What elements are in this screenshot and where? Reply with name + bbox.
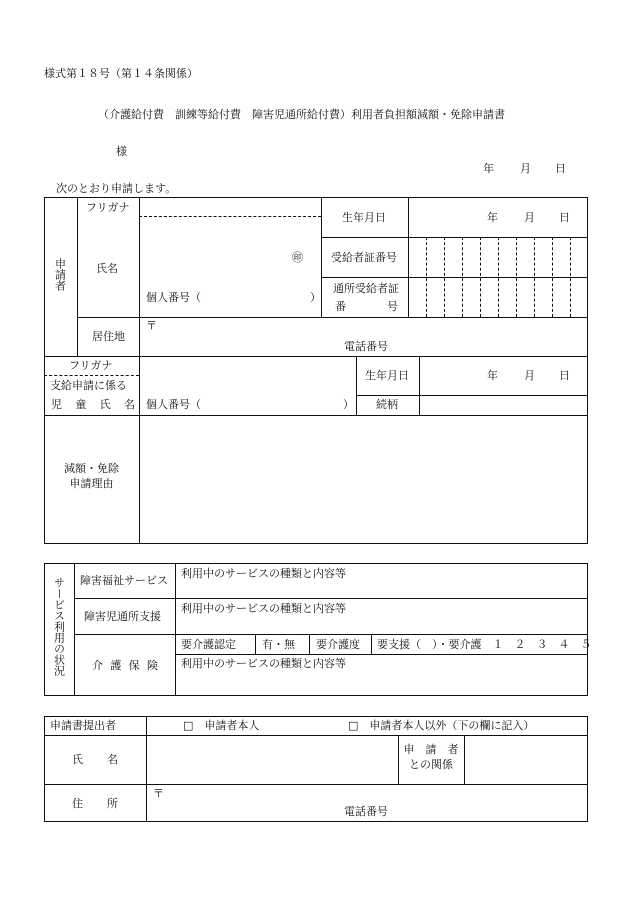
child-individual-number-close: ） (343, 398, 354, 411)
applicant-birth-day: 日 (559, 211, 570, 224)
application-date-month: 月 (520, 162, 531, 175)
applicant-phone-label: 電話番号 (344, 340, 388, 353)
child-name-label: 児 童 氏 名 (51, 398, 135, 411)
submitter-label: 申請書提出者 (50, 719, 116, 732)
care-content-label: 利用中のサービスの種類と内容等 (181, 657, 346, 670)
submitter-option-self[interactable]: □ 申請者本人 (183, 719, 260, 732)
applicant-birth-label: 生年月日 (342, 211, 386, 224)
child-birth-label: 生年月日 (365, 369, 409, 382)
submitter-address-label: 住 所 (72, 797, 118, 810)
applicant-individual-number-close: ） (310, 291, 321, 304)
form-number: 様式第１８号（第１４条関係） (44, 67, 198, 80)
welfare-service-label: 障害福祉サービス (80, 574, 168, 587)
seal-mark: ㊞ (292, 251, 303, 264)
child-label-line1: 支給申請に係る (50, 379, 127, 392)
applicant-birth-year: 年 (487, 211, 498, 224)
child-individual-number-label: 個人番号（ (146, 398, 201, 411)
applicant-individual-number-label: 個人番号（ (146, 291, 201, 304)
commute-cert-label-go: 号 (387, 300, 398, 313)
welfare-service-content-label: 利用中のサービスの種類と内容等 (181, 567, 346, 580)
care-cert-value: 有・無 (262, 638, 295, 651)
care-cert-label: 要介護認定 (181, 638, 236, 651)
applicant-section-label: 申請者 (53, 258, 67, 291)
applicant-birth-month: 月 (524, 211, 535, 224)
child-support-content-label: 利用中のサービスの種類と内容等 (181, 602, 346, 615)
care-level-value: 要支援（ ）・要介護 １ ２ ３ ４ ５ (377, 638, 592, 651)
applicant-furigana-label: フリガナ (86, 201, 130, 214)
form-title: （介護給付費 訓練等給付費 障害児通所給付費）利用者負担額減額・免除申請書 (98, 108, 505, 121)
commute-cert-label-line1: 通所受給者証 (333, 282, 399, 295)
submitter-postal-mark: 〒 (153, 787, 164, 800)
service-section-label: サービス利用の状況 (52, 577, 66, 676)
child-furigana-label: フリガナ (69, 359, 113, 372)
care-insurance-label: 介 護 保 険 (92, 659, 158, 672)
intro-text: 次のとおり申請します。 (56, 182, 177, 195)
submitter-relation-label: 申 請 者 との関係 (403, 743, 459, 771)
child-relation-label: 続柄 (376, 398, 398, 411)
commute-cert-label-number: 番 (335, 300, 346, 313)
care-level-label: 要介護度 (316, 638, 360, 651)
application-date-year: 年 (483, 162, 494, 175)
child-support-label: 障害児通所支援 (84, 610, 161, 623)
submitter-name-label: 氏 名 (72, 753, 118, 766)
addressee-suffix: 様 (116, 145, 127, 158)
submitter-option-other[interactable]: □ 申請者本人以外（下の欄に記入） (348, 719, 535, 732)
child-birth-day: 日 (559, 369, 570, 382)
application-date-day: 日 (555, 162, 566, 175)
applicant-name-label: 氏名 (96, 262, 118, 275)
applicant-address-label: 居住地 (92, 330, 125, 343)
child-birth-year: 年 (487, 369, 498, 382)
main-table (44, 197, 588, 544)
submitter-phone-label: 電話番号 (344, 805, 388, 818)
reason-label: 減額・免除 申請理由 (64, 462, 119, 490)
recipient-cert-label: 受給者証番号 (331, 251, 397, 264)
child-birth-month: 月 (524, 369, 535, 382)
applicant-postal-mark: 〒 (146, 319, 157, 332)
